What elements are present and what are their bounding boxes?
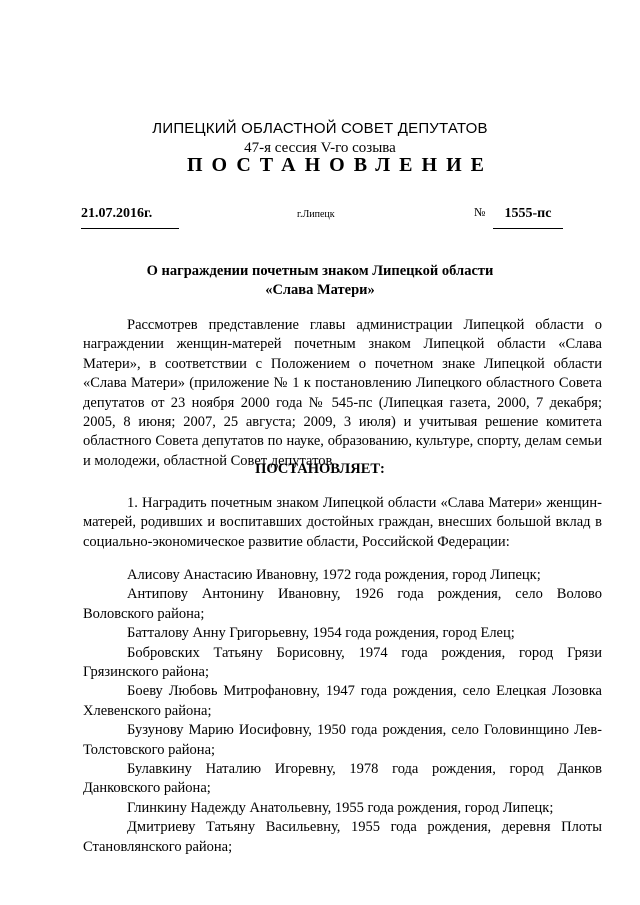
intro-paragraph: Рассмотрев представление главы администрации Липецкой области о награждении женщин-матерей почетным знаком Липецкой области «Слава Матери», в соответствии с Положением о почетном знаке Липецкой области «Слава Матери» (приложение № 1 к постановлению Липецкого областного Совета депутатов от 23 ноября 2000 года № 545-пс (Липецкая газета, 2000, 7 декабря; 2005, 8 июня; 2007, 25 августа; 2009, 3 июля) и учитывая решение комитета областного Совета депутатов по науке, образованию, культуре, спорту, делам семьи и молодежи, областной Совет депутатов: [83, 317, 602, 469]
document-type: ПОСТАНОВЛЕНИЕ: [187, 154, 493, 176]
document-date: 21.07.2016г.: [81, 206, 179, 229]
session-line: 47-я сессия V-го созыва: [244, 140, 396, 156]
list-item: Дмитриеву Татьяну Васильевну, 1955 года рождения, деревня Плоты Становлянского района;: [83, 819, 602, 855]
list-item: Антипову Антонину Ивановну, 1926 года рождения, село Волово Воловского района;: [83, 586, 602, 622]
list-item: Боеву Любовь Митрофановну, 1947 года рождения, село Елецкая Лозовка Хлевенского района;: [83, 683, 602, 719]
list-item: Алисову Анастасию Ивановну, 1972 года рождения, город Липецк;: [127, 567, 541, 583]
title-line-2: «Слава Матери»: [265, 282, 375, 298]
decree-heading: ПОСТАНОВЛЯЕТ:: [255, 461, 385, 477]
list-item: Бузунову Марию Иосифовну, 1950 года рождения, село Головинщино Лев-Толстовского района;: [83, 722, 602, 758]
list-item: Булавкину Наталию Игоревну, 1978 года рождения, город Данков Данковского района;: [83, 761, 602, 797]
organization-name: ЛИПЕЦКИЙ ОБЛАСТНОЙ СОВЕТ ДЕПУТАТОВ: [152, 120, 488, 137]
document-title: [0, 262, 640, 300]
document-city: г.Липецк: [297, 209, 335, 220]
document-number: 1555-пс: [493, 206, 563, 229]
point-1-paragraph: 1. Наградить почетным знаком Липецкой области «Слава Матери» женщин-матерей, родивших и воспитавших достойных граждан, внесших большой вклад в социально-экономическое развитие области, Российской Федерации:: [83, 495, 602, 550]
list-item: Бобровских Татьяну Борисовну, 1974 года рождения, город Грязи Грязинского района;: [83, 644, 602, 681]
list-item: Глинкину Надежду Анатольевну, 1955 года рождения, город Липецк;: [127, 799, 554, 816]
recipients-list: [83, 566, 602, 857]
list-item: Батталову Анну Григорьевну, 1954 года рождения, город Елец;: [127, 625, 515, 642]
number-label: №: [474, 205, 486, 219]
title-line-1: О награждении почетным знаком Липецкой области: [146, 263, 494, 279]
